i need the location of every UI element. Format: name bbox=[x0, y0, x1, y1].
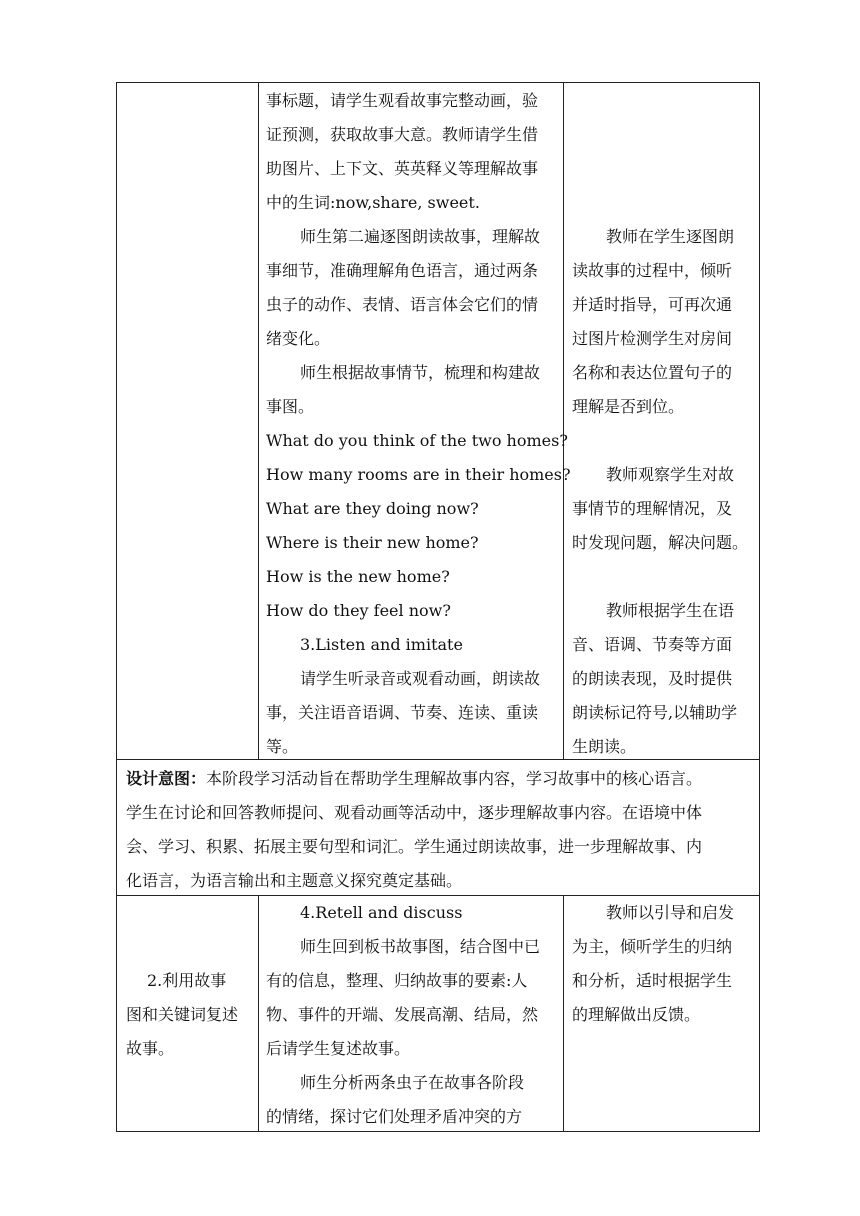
activity-line: 师生分析两条虫子在故事各阶段 bbox=[300, 1073, 525, 1092]
activity-line: 后请学生复述故事。 bbox=[266, 1039, 411, 1058]
activity-line: 虫子的动作、表情、语言体会它们的情 bbox=[266, 295, 539, 314]
assessment-line: 教师在学生逐图朗 bbox=[606, 227, 735, 246]
assessment-line: 的理解做出反馈。 bbox=[572, 1005, 701, 1024]
column-divider-2-bottom bbox=[563, 895, 564, 1131]
activity-line: 中的生词:now,share, sweet. bbox=[266, 193, 480, 212]
activity-line: 绪变化。 bbox=[266, 329, 331, 348]
assessment-line: 时发现问题，解决问题。 bbox=[572, 533, 749, 552]
assessment-line: 朗读标记符号,以辅助学 bbox=[572, 703, 738, 722]
stage-title-line: 图和关键词复述 bbox=[126, 1005, 239, 1024]
activity-line: 有的信息，整理、归纳故事的要素:人 bbox=[266, 971, 528, 990]
assessment-line: 教师观察学生对故 bbox=[606, 465, 735, 484]
assessment-line: 名称和表达位置句子的 bbox=[572, 363, 733, 382]
question-line: Where is their new home? bbox=[266, 533, 479, 552]
row-divider-2 bbox=[117, 895, 759, 896]
activity-line: 师生回到板书故事图，结合图中已 bbox=[300, 937, 541, 956]
assessment-line: 音、语调、节奏等方面 bbox=[572, 635, 733, 654]
activity-line: 等。 bbox=[266, 737, 299, 756]
step-heading: 4.Retell and discuss bbox=[300, 903, 463, 922]
activity-line: 的情绪，探讨它们处理矛盾冲突的方 bbox=[266, 1107, 523, 1126]
assessment-line: 和分析，适时根据学生 bbox=[572, 971, 733, 990]
assessment-line: 生朗读。 bbox=[572, 737, 637, 756]
step-heading: 3.Listen and imitate bbox=[300, 635, 463, 654]
assessment-line: 过图片检测学生对房间 bbox=[572, 329, 733, 348]
activity-line: 事图。 bbox=[266, 397, 315, 416]
activity-line: 物、事件的开端、发展高潮、结局，然 bbox=[266, 1005, 539, 1024]
stage-title-line: 故事。 bbox=[126, 1039, 175, 1058]
question-line: What are they doing now? bbox=[266, 499, 479, 518]
assessment-line: 读故事的过程中，倾听 bbox=[572, 261, 733, 280]
activity-line: 事标题，请学生观看故事完整动画，验 bbox=[266, 91, 539, 110]
question-line: What do you think of the two homes? bbox=[266, 431, 568, 450]
stage-title-line: 2.利用故事 bbox=[147, 971, 227, 990]
assessment-line: 并适时指导，可再次通 bbox=[572, 295, 733, 314]
design-intent-line: 学生在讨论和回答教师提问、观看动画等活动中，逐步理解故事内容。在语境中体 bbox=[126, 803, 703, 822]
assessment-line: 为主，倾听学生的归纳 bbox=[572, 937, 733, 956]
activity-line: 事，关注语音语调、节奏、连读、重读 bbox=[266, 703, 539, 722]
column-divider-2-top bbox=[563, 83, 564, 759]
column-divider-1-bottom bbox=[258, 895, 259, 1131]
column-divider-1-top bbox=[258, 83, 259, 759]
question-line: How do they feel now? bbox=[266, 601, 451, 620]
assessment-line: 的朗读表现，及时提供 bbox=[572, 669, 733, 688]
activity-line: 助图片、上下文、英英释义等理解故事 bbox=[266, 159, 539, 178]
activity-line: 证预测，获取故事大意。教师请学生借 bbox=[266, 125, 539, 144]
assessment-line: 理解是否到位。 bbox=[572, 397, 685, 416]
design-intent-line: 会、学习、积累、拓展主要句型和词汇。学生通过朗读故事，进一步理解故事、内 bbox=[126, 837, 703, 856]
activity-line: 事细节，准确理解角色语言，通过两条 bbox=[266, 261, 539, 280]
question-line: How many rooms are in their homes? bbox=[266, 465, 571, 484]
activity-line: 请学生听录音或观看动画，朗读故 bbox=[300, 669, 541, 688]
lesson-plan-table bbox=[116, 82, 760, 1132]
design-intent-label: 设计意图： bbox=[126, 769, 207, 788]
activity-line: 师生第二遍逐图朗读故事，理解故 bbox=[300, 227, 541, 246]
design-intent-line bbox=[126, 769, 702, 789]
activity-line: 师生根据故事情节，梳理和构建故 bbox=[300, 363, 541, 382]
design-intent-line: 化语言，为语言输出和主题意义探究奠定基础。 bbox=[126, 871, 463, 890]
row-divider-1 bbox=[117, 759, 759, 760]
assessment-line: 教师以引导和启发 bbox=[606, 903, 735, 922]
design-intent-text: 本阶段学习活动旨在帮助学生理解故事内容，学习故事中的核心语言。 bbox=[206, 769, 703, 788]
assessment-line: 教师根据学生在语 bbox=[606, 601, 735, 620]
assessment-line: 事情节的理解情况，及 bbox=[572, 499, 733, 518]
question-line: How is the new home? bbox=[266, 567, 450, 586]
